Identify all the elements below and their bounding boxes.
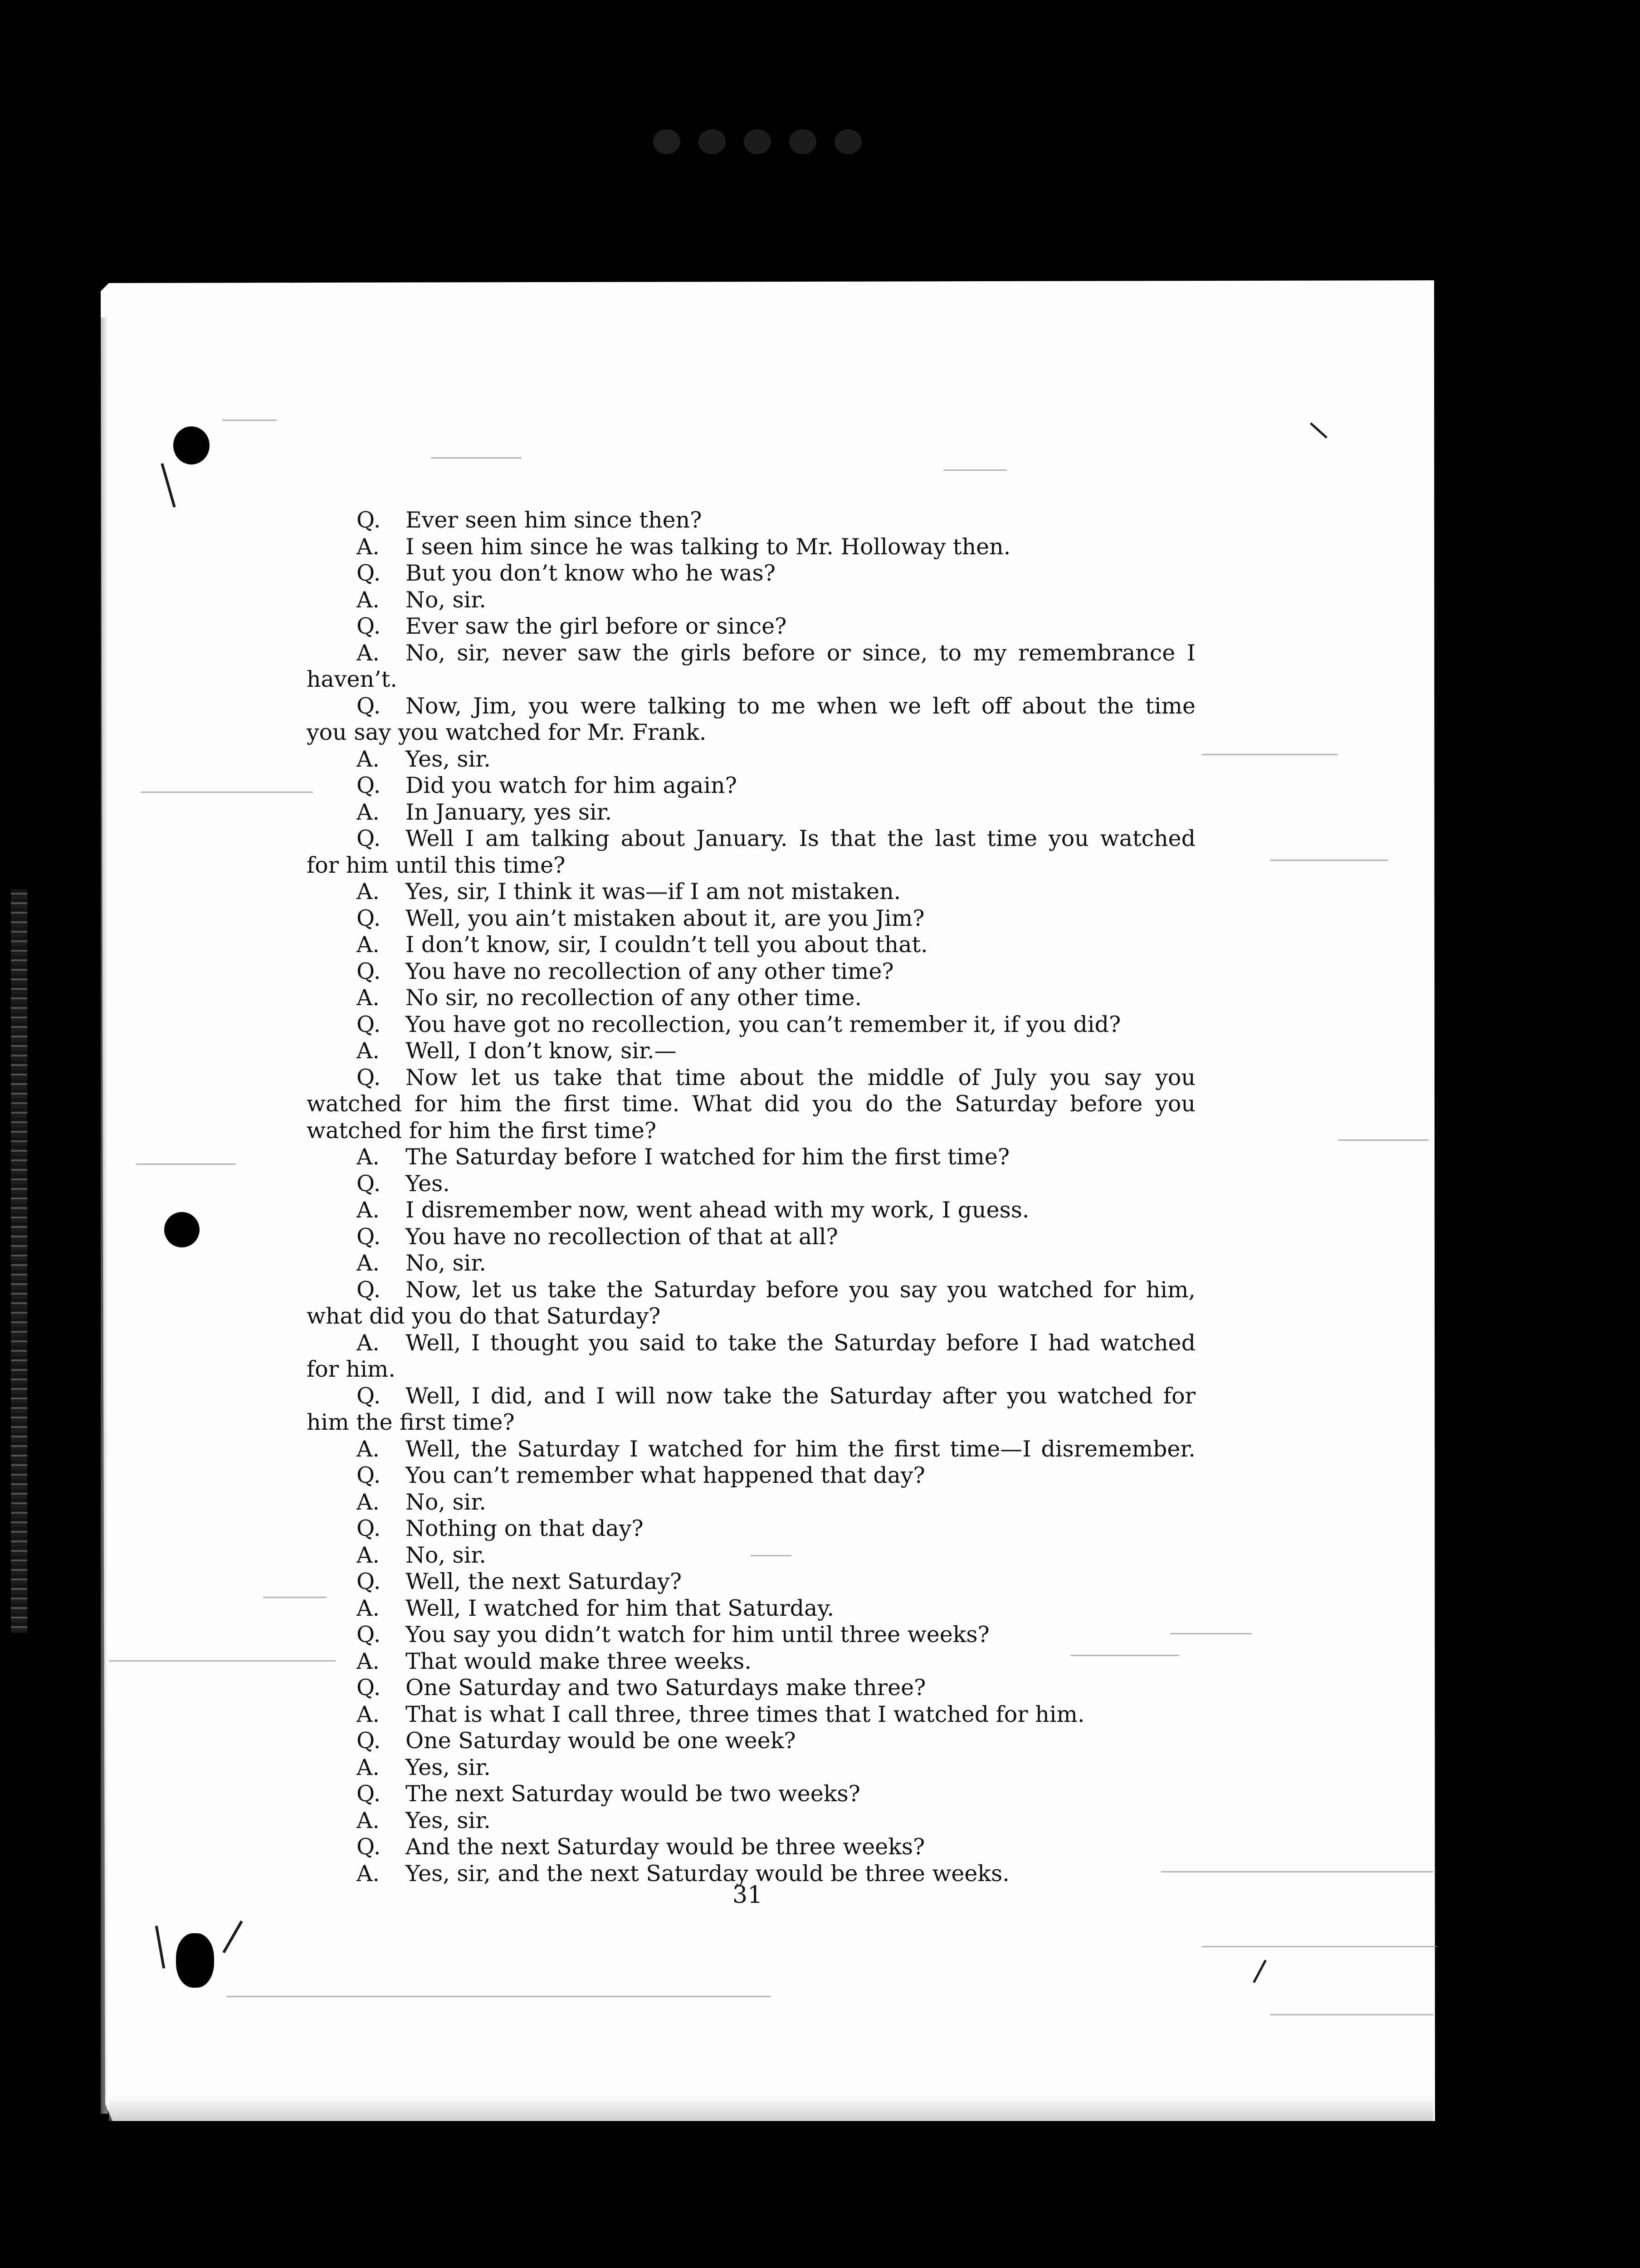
question-marker: Q. [356,958,381,984]
answer-text: Well, I watched for him that Saturday. [405,1595,834,1621]
question-marker: Q. [356,1462,381,1488]
transcript-line [307,1595,1196,1622]
question-text: Ever seen him since then? [405,507,702,533]
transcript-line [307,1065,1196,1091]
question-text: Did you watch for him again? [405,772,737,798]
answer-marker: A. [356,1701,380,1727]
answer-marker: A. [356,1754,380,1780]
answer-text: No, sir. [405,1250,486,1276]
scan-rule [1202,754,1338,755]
question-text: Now let us take that time about the middle of July you say you [405,1064,1196,1090]
transcript-line [307,799,1196,826]
transcript-line [307,534,1196,561]
scan-rule [136,1163,236,1165]
question-text: One Saturday would be one week? [405,1728,796,1754]
transcript-line [307,560,1196,587]
transcript-line [307,932,1196,958]
question-text: Well I am talking about January. Is that the last time you watched [405,826,1196,851]
question-marker: Q. [356,507,381,533]
scan-rule [1338,1139,1429,1141]
answer-text: That would make three weeks. [405,1648,752,1674]
answer-text: Well, I thought you said to take the Saturday before I had watched [405,1330,1196,1356]
answer-marker: A. [356,1648,380,1674]
question-text: You say you didn’t watch for him until three weeks? [405,1622,990,1647]
answer-text: No, sir. [405,1489,486,1515]
answer-marker: A. [356,799,380,825]
question-marker: Q. [356,1515,381,1541]
answer-marker: A. [356,1144,380,1170]
answer-text: No, sir. [405,1542,486,1568]
punch-hole-middle [164,1212,200,1247]
transcript-line [307,719,1196,746]
question-text: Nothing on that day? [405,1515,644,1541]
transcript-line [307,958,1196,985]
transcript-line [307,1277,1196,1304]
question-text: Well, the next Saturday? [405,1569,682,1594]
transcript-line [307,1701,1196,1728]
question-marker: Q. [356,1064,381,1090]
answer-marker: A. [356,533,380,560]
transcript-line [307,1834,1196,1861]
transcript-line [307,1144,1196,1171]
answer-text: No sir, no recollection of any other time. [405,985,862,1011]
transcript-line [307,1542,1196,1569]
answer-marker: A. [356,1330,380,1356]
question-text: You have no recollection of that at all? [405,1223,838,1250]
question-text: Yes. [405,1170,450,1197]
scan-rule [1202,1946,1438,1947]
question-marker: Q. [356,1383,381,1409]
scan-rule [1270,860,1388,861]
answer-text: Well, I don’t know, sir.— [405,1038,677,1064]
question-marker: Q. [356,613,381,639]
question-text: You have no recollection of any other time? [405,958,894,984]
transcript-line [307,1648,1196,1675]
question-marker: Q. [356,1622,381,1647]
page-bottom-shadow [109,2096,1433,2121]
answer-text: Yes, sir, and the next Saturday would be three weeks. [405,1860,1010,1887]
answer-marker: A. [356,1250,380,1276]
question-marker: Q. [356,1675,381,1701]
scan-rule [227,1996,771,1997]
answer-marker: A. [356,1197,380,1223]
scan-rule [943,469,1007,471]
question-marker: Q. [356,693,381,719]
answer-marker: A. [356,746,380,772]
question-marker: Q. [356,905,381,931]
transcript-line [307,1622,1196,1648]
transcript-line [307,1303,1196,1330]
question-text: Now, let us take the Saturday before you say you watched for him, [405,1276,1196,1303]
transcript-line [307,772,1196,799]
film-edge-strip [11,889,27,1633]
question-text: Well, you ain’t mistaken about it, are you Jim? [405,905,925,931]
transcript-line [307,1197,1196,1224]
transcript-line [307,1118,1196,1144]
answer-text: Yes, sir. [405,1807,491,1833]
answer-marker: A. [356,1595,380,1621]
answer-marker: A. [356,1542,380,1568]
answer-marker: A. [356,1807,380,1833]
transcript-line [307,1409,1196,1436]
transcript-line [307,613,1196,640]
answer-marker: A. [356,1860,380,1887]
answer-marker: A. [356,879,380,904]
answer-text: That is what I call three, three times that I watched for him. [405,1701,1085,1727]
question-text: Well, I did, and I will now take the Saturday after you watched for [405,1383,1196,1409]
scan-rule [1270,2014,1433,2015]
question-marker: Q. [356,1276,381,1303]
transcript-line [307,1383,1196,1410]
question-text: Ever saw the girl before or since? [405,613,787,639]
question-marker: Q. [356,1011,381,1037]
scan-rule [109,1660,336,1662]
question-marker: Q. [356,1569,381,1594]
answer-text: In January, yes sir. [405,799,612,825]
transcript-line [307,1489,1196,1516]
page-number: 31 [732,1882,763,1909]
transcript-line [307,1330,1196,1357]
question-text: The next Saturday would be two weeks? [405,1781,860,1807]
question-marker: Q. [356,1834,381,1860]
question-text: You can’t remember what happened that day? [405,1462,925,1488]
question-text: And the next Saturday would be three weeks? [405,1834,925,1860]
continuation-text: for him. [307,1356,395,1382]
question-marker: Q. [356,826,381,851]
transcript-line [307,587,1196,614]
continuation-text: watched for him the first time. What did you do the Saturday before you [307,1091,1196,1117]
question-text: But you don’t know who he was? [405,560,776,586]
transcript-line [307,1436,1196,1463]
transcript-line [307,640,1196,667]
continuation-text: him the first time? [307,1409,515,1435]
continuation-text: for him until this time? [307,852,566,878]
transcript-line [307,905,1196,932]
transcript-line [307,1250,1196,1277]
question-marker: Q. [356,1781,381,1807]
answer-text: No, sir, never saw the girls before or since, to my remembrance I [405,640,1196,666]
answer-text: No, sir. [405,587,486,613]
scan-rule [141,792,313,793]
transcript-line [307,746,1196,773]
answer-text: I don’t know, sir, I couldn’t tell you about that. [405,932,928,958]
answer-marker: A. [356,1038,380,1064]
transcript-line [307,1038,1196,1065]
transcript-line [307,1781,1196,1808]
transcript-line [307,507,1196,534]
transcript-line [307,1091,1196,1118]
scan-rule [1161,1871,1433,1872]
transcript-line [307,985,1196,1012]
transcript-line [307,1515,1196,1542]
answer-marker: A. [356,1489,380,1515]
continuation-text: what did you do that Saturday? [307,1303,661,1329]
transcript-line [307,1569,1196,1595]
answer-text: Well, the Saturday I watched for him the first time—I disremember. [405,1436,1196,1462]
testimony-transcript [307,507,1196,1887]
transcript-line [307,1462,1196,1489]
punch-hole-bottom [176,1933,214,1988]
page-edge-shadow [101,318,108,2114]
answer-marker: A. [356,1436,380,1462]
transcript-line [307,1755,1196,1781]
transcript-line [307,1675,1196,1701]
question-marker: Q. [356,560,381,586]
answer-text: The Saturday before I watched for him the first time? [405,1144,1010,1170]
answer-marker: A. [356,640,380,666]
answer-text: I disremember now, went ahead with my work, I guess. [405,1197,1030,1223]
transcript-line [307,1356,1196,1383]
question-text: Now, Jim, you were talking to me when we left off about the time [405,693,1196,719]
question-text: One Saturday and two Saturdays make three? [405,1675,926,1701]
continuation-text: haven’t. [307,666,397,692]
answer-marker: A. [356,587,380,613]
answer-text: I seen him since he was talking to Mr. Holloway then. [405,533,1011,560]
transcript-line [307,1012,1196,1038]
answer-text: Yes, sir. [405,746,491,772]
question-text: You have got no recollection, you can’t remember it, if you did? [405,1011,1121,1037]
continuation-text: you say you watched for Mr. Frank. [307,719,707,745]
answer-text: Yes, sir. [405,1754,491,1780]
continuation-text: watched for him the first time? [307,1117,657,1144]
transcript-line [307,1808,1196,1834]
transcript-line [307,693,1196,720]
transcript-line [307,826,1196,852]
scan-rule [431,457,522,459]
question-marker: Q. [356,1170,381,1197]
punch-hole-top [173,426,210,464]
scan-rule [222,420,277,421]
transcript-line [307,666,1196,693]
transcript-line [307,852,1196,879]
transcript-line [307,1171,1196,1198]
answer-marker: A. [356,932,380,958]
transcript-line [307,879,1196,905]
transcript-line [307,1224,1196,1251]
question-marker: Q. [356,1728,381,1754]
question-marker: Q. [356,1223,381,1250]
transcript-line [307,1728,1196,1755]
answer-marker: A. [356,985,380,1011]
bleed-through-marks [653,129,862,154]
question-marker: Q. [356,772,381,798]
answer-text: Yes, sir, I think it was—if I am not mistaken. [405,879,901,904]
